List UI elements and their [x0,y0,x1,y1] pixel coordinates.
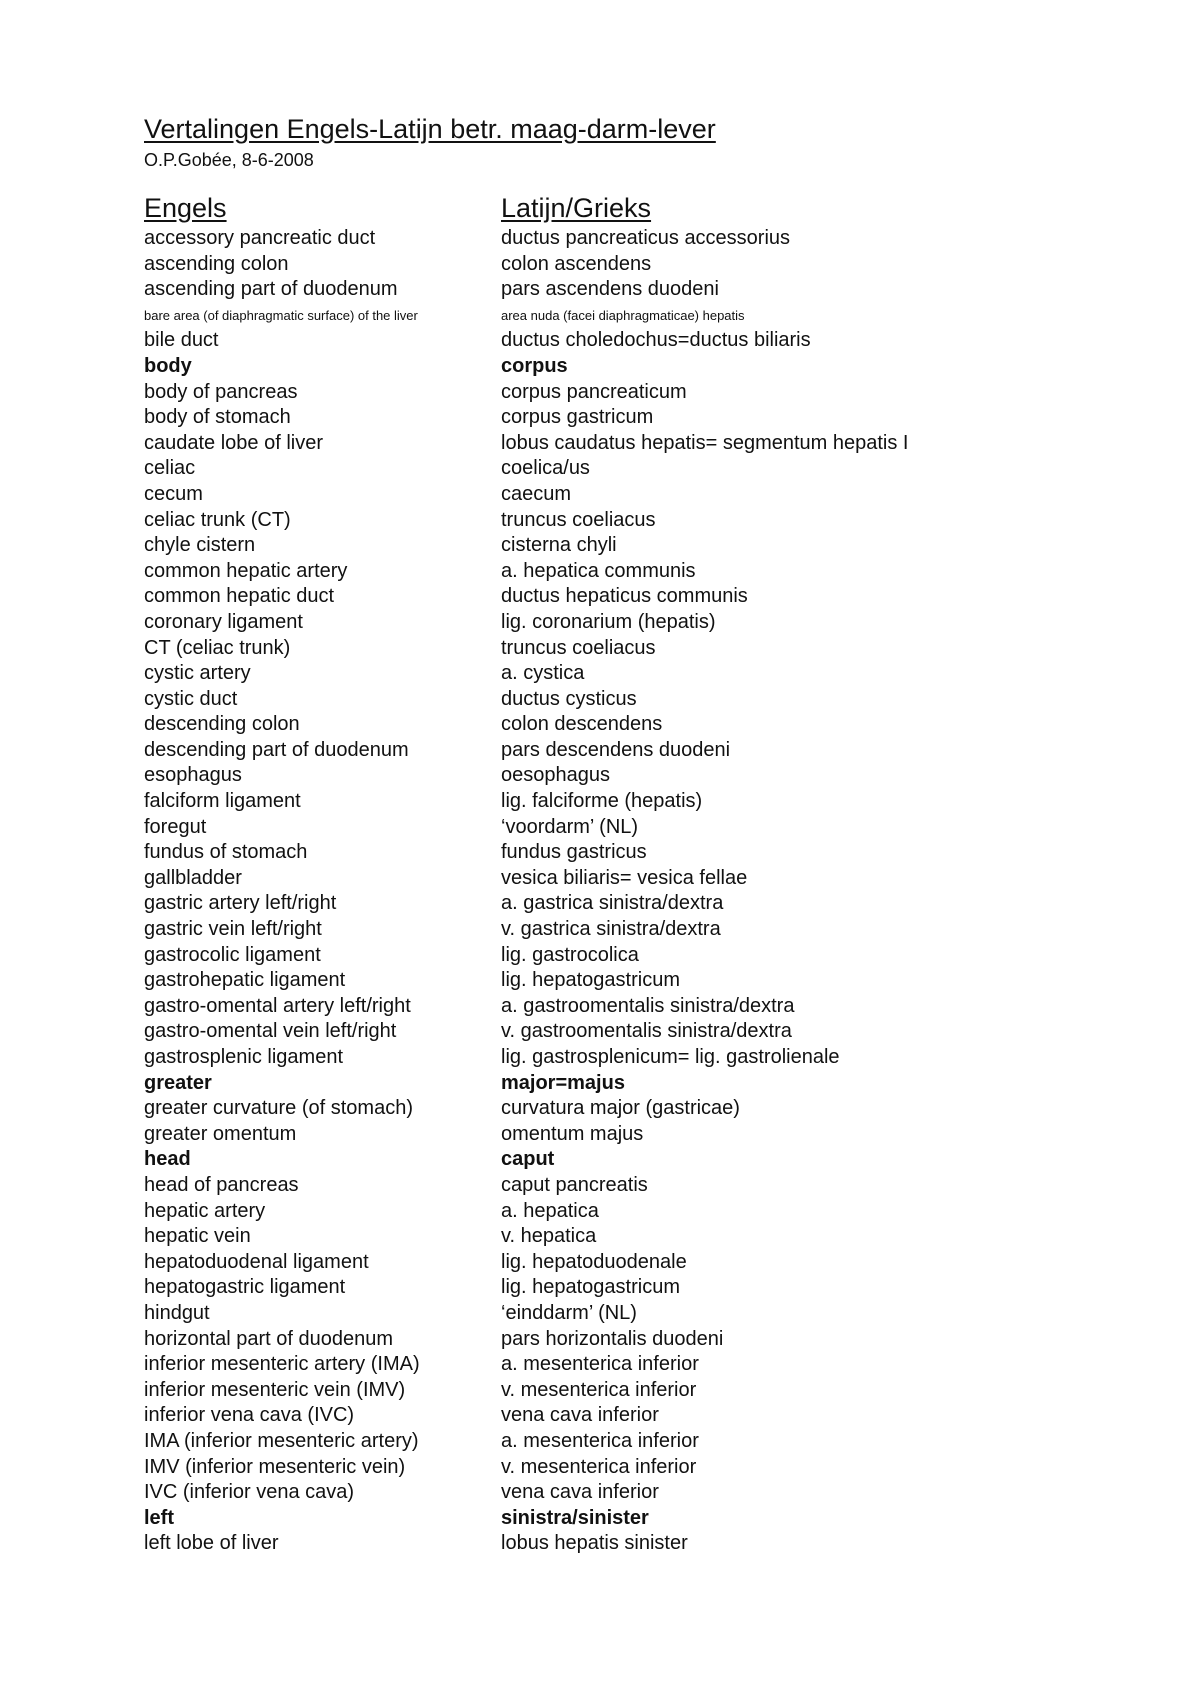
english-term: accessory pancreatic duct [144,227,376,249]
translation-row [144,1019,1164,1045]
english-term: head [144,1148,191,1171]
latin-term: lig. hepatogastricum [501,1276,680,1299]
latin-term: v. mesenterica inferior [501,1455,697,1478]
english-term: IMV (inferior mesenteric vein) [144,1455,406,1478]
latin-term: ductus pancreaticus accessorius [501,227,791,249]
english-term: left [144,1506,174,1529]
translation-row [144,636,1164,662]
english-term: celiac [144,457,196,480]
latin-term: ductus hepaticus communis [501,585,748,608]
latin-term: oesophagus [501,764,610,787]
latin-term: colon descendens [501,713,663,736]
translation-row [144,405,1164,431]
english-term: gallbladder [144,866,242,889]
translation-row [144,533,1164,559]
english-term: gastro-omental vein left/right [144,1020,397,1043]
translation-row [144,226,1164,252]
latin-term: lig. gastrocolica [501,943,639,966]
latin-term: corpus pancreaticum [501,380,687,403]
latin-term: a. gastroomentalis sinistra/dextra [501,994,795,1017]
translation-row [144,380,1164,406]
english-term: gastric vein left/right [144,918,322,941]
english-term: foregut [144,815,207,838]
english-term: ascending colon [144,252,289,275]
author-date: O.P.Gobée, 8-6-2008 [144,150,314,170]
english-term: bile duct [144,329,219,352]
translation-row [144,815,1164,841]
translation-list [144,226,1164,1557]
latin-term: lig. falciforme (hepatis) [501,790,703,813]
latin-term: a. mesenterica inferior [501,1353,699,1376]
latin-term: caecum [501,482,572,505]
latin-term: truncus coeliacus [501,636,656,659]
english-term: gastric artery left/right [144,892,337,915]
english-term: head of pancreas [144,1173,299,1196]
english-term: greater [144,1071,212,1094]
translation-row [144,994,1164,1020]
latin-term: truncus coeliacus [501,508,656,531]
translation-row [144,1327,1164,1353]
english-term: greater curvature (of stomach) [144,1097,413,1120]
latin-term: pars horizontalis duodeni [501,1327,724,1350]
latin-term: pars ascendens duodeni [501,278,719,301]
english-term: hindgut [144,1301,210,1324]
english-term: hepatic vein [144,1225,251,1248]
latin-term: a. mesenterica inferior [501,1429,699,1452]
english-term: hepatogastric ligament [144,1276,346,1299]
english-term: hepatic artery [144,1199,266,1222]
translation-row [144,303,1164,329]
translation-row [144,1455,1164,1481]
english-term: cecum [144,482,203,505]
latin-term: v. gastroomentalis sinistra/dextra [501,1020,792,1043]
translation-row [144,456,1164,482]
translation-row [144,891,1164,917]
translation-row [144,1352,1164,1378]
english-term: caudate lobe of liver [144,431,324,454]
translation-row [144,1045,1164,1071]
translation-row [144,1378,1164,1404]
latin-term: fundus gastricus [501,841,647,864]
translation-row [144,1275,1164,1301]
latin-term: a. gastrica sinistra/dextra [501,892,724,915]
latin-term: area nuda (facei diaphragmaticae) hepatis [501,307,745,323]
column-header-latin: Latijn/Grieks [501,193,652,223]
latin-term: caput pancreatis [501,1173,648,1196]
translation-row [144,1071,1164,1097]
english-term: gastro-omental artery left/right [144,994,411,1017]
translation-row [144,1506,1164,1532]
latin-term: v. gastrica sinistra/dextra [501,918,721,941]
translation-row [144,354,1164,380]
translation-row [144,866,1164,892]
english-term: greater omentum [144,1122,297,1145]
column-header-english: Engels [144,193,227,223]
english-term: body of stomach [144,406,291,429]
translation-row [144,1224,1164,1250]
latin-term: corpus gastricum [501,406,654,429]
translation-row [144,661,1164,687]
latin-term: vesica biliaris= vesica fellae [501,866,748,889]
english-term: ascending part of duodenum [144,278,398,301]
translation-row [144,277,1164,303]
english-term: common hepatic duct [144,585,335,608]
translation-row [144,738,1164,764]
latin-term: lig. coronarium (hepatis) [501,610,716,633]
latin-term: ductus choledochus=ductus biliaris [501,329,811,352]
translation-row [144,482,1164,508]
english-term: gastrocolic ligament [144,943,321,966]
translation-row [144,712,1164,738]
english-term: horizontal part of duodenum [144,1327,394,1350]
english-term: falciform ligament [144,790,301,813]
english-term: bare area (of diaphragmatic surface) of the liver [144,307,418,323]
latin-term: caput [501,1148,555,1171]
latin-term: v. hepatica [501,1225,597,1248]
translation-row [144,559,1164,585]
latin-term: vena cava inferior [501,1481,659,1504]
latin-term: a. cystica [501,662,585,685]
translation-row [144,1173,1164,1199]
latin-term: lobus hepatis sinister [501,1532,688,1555]
english-term: IVC (inferior vena cava) [144,1481,355,1504]
translation-row [144,1147,1164,1173]
translation-row [144,1480,1164,1506]
latin-term: a. hepatica [501,1199,599,1222]
english-term: descending colon [144,713,300,736]
latin-term: corpus [501,354,568,377]
translation-row [144,1096,1164,1122]
latin-term: lig. hepatoduodenale [501,1250,687,1273]
english-term: inferior vena cava (IVC) [144,1404,355,1427]
english-term: celiac trunk (CT) [144,508,291,531]
english-term: left lobe of liver [144,1532,279,1555]
translation-row [144,763,1164,789]
translation-row [144,943,1164,969]
latin-term: lig. hepatogastricum [501,969,680,992]
document-title: Vertalingen Engels-Latijn betr. maag-darm-lever [144,114,716,144]
latin-term: ‘voordarm’ (NL) [501,815,639,838]
translation-row [144,508,1164,534]
english-term: gastrosplenic ligament [144,1046,343,1068]
translation-row [144,1429,1164,1455]
translation-row [144,252,1164,278]
english-term: hepatoduodenal ligament [144,1250,369,1273]
latin-term: ‘einddarm’ (NL) [501,1301,637,1324]
translation-row [144,1199,1164,1225]
english-term: gastrohepatic ligament [144,969,346,992]
translation-row [144,1531,1164,1557]
english-term: CT (celiac trunk) [144,636,291,659]
translation-row [144,968,1164,994]
translation-row [144,789,1164,815]
translation-row [144,687,1164,713]
latin-term: colon ascendens [501,252,652,275]
english-term: fundus of stomach [144,841,308,864]
latin-term: omentum majus [501,1122,644,1145]
english-term: inferior mesenteric vein (IMV) [144,1378,406,1401]
english-term: body [144,354,192,377]
latin-term: lobus caudatus hepatis= segmentum hepatis I [501,431,909,454]
english-term: cystic duct [144,687,238,710]
latin-term: curvatura major (gastricae) [501,1097,740,1120]
latin-term: sinistra/sinister [501,1506,649,1529]
english-term: IMA (inferior mesenteric artery) [144,1429,419,1452]
latin-term: vena cava inferior [501,1404,659,1427]
translation-row [144,1122,1164,1148]
english-term: chyle cistern [144,534,256,557]
english-term: esophagus [144,764,242,787]
translation-row [144,1250,1164,1276]
latin-term: v. mesenterica inferior [501,1378,697,1401]
latin-term: pars descendens duodeni [501,738,731,761]
english-term: inferior mesenteric artery (IMA) [144,1353,420,1376]
translation-row [144,584,1164,610]
translation-row [144,431,1164,457]
translation-row [144,610,1164,636]
translation-row [144,1403,1164,1429]
english-term: common hepatic artery [144,559,348,582]
english-term: body of pancreas [144,380,298,403]
latin-term: major=majus [501,1071,625,1094]
latin-term: coelica/us [501,457,590,480]
translation-row [144,840,1164,866]
latin-term: lig. gastrosplenicum= lig. gastrolienale [501,1046,840,1068]
latin-term: a. hepatica communis [501,559,696,582]
latin-term: cisterna chyli [501,534,617,557]
english-term: coronary ligament [144,610,303,633]
latin-term: ductus cysticus [501,687,637,710]
translation-row [144,1301,1164,1327]
translation-row [144,917,1164,943]
english-term: cystic artery [144,662,251,685]
english-term: descending part of duodenum [144,738,409,761]
translation-row [144,328,1164,354]
